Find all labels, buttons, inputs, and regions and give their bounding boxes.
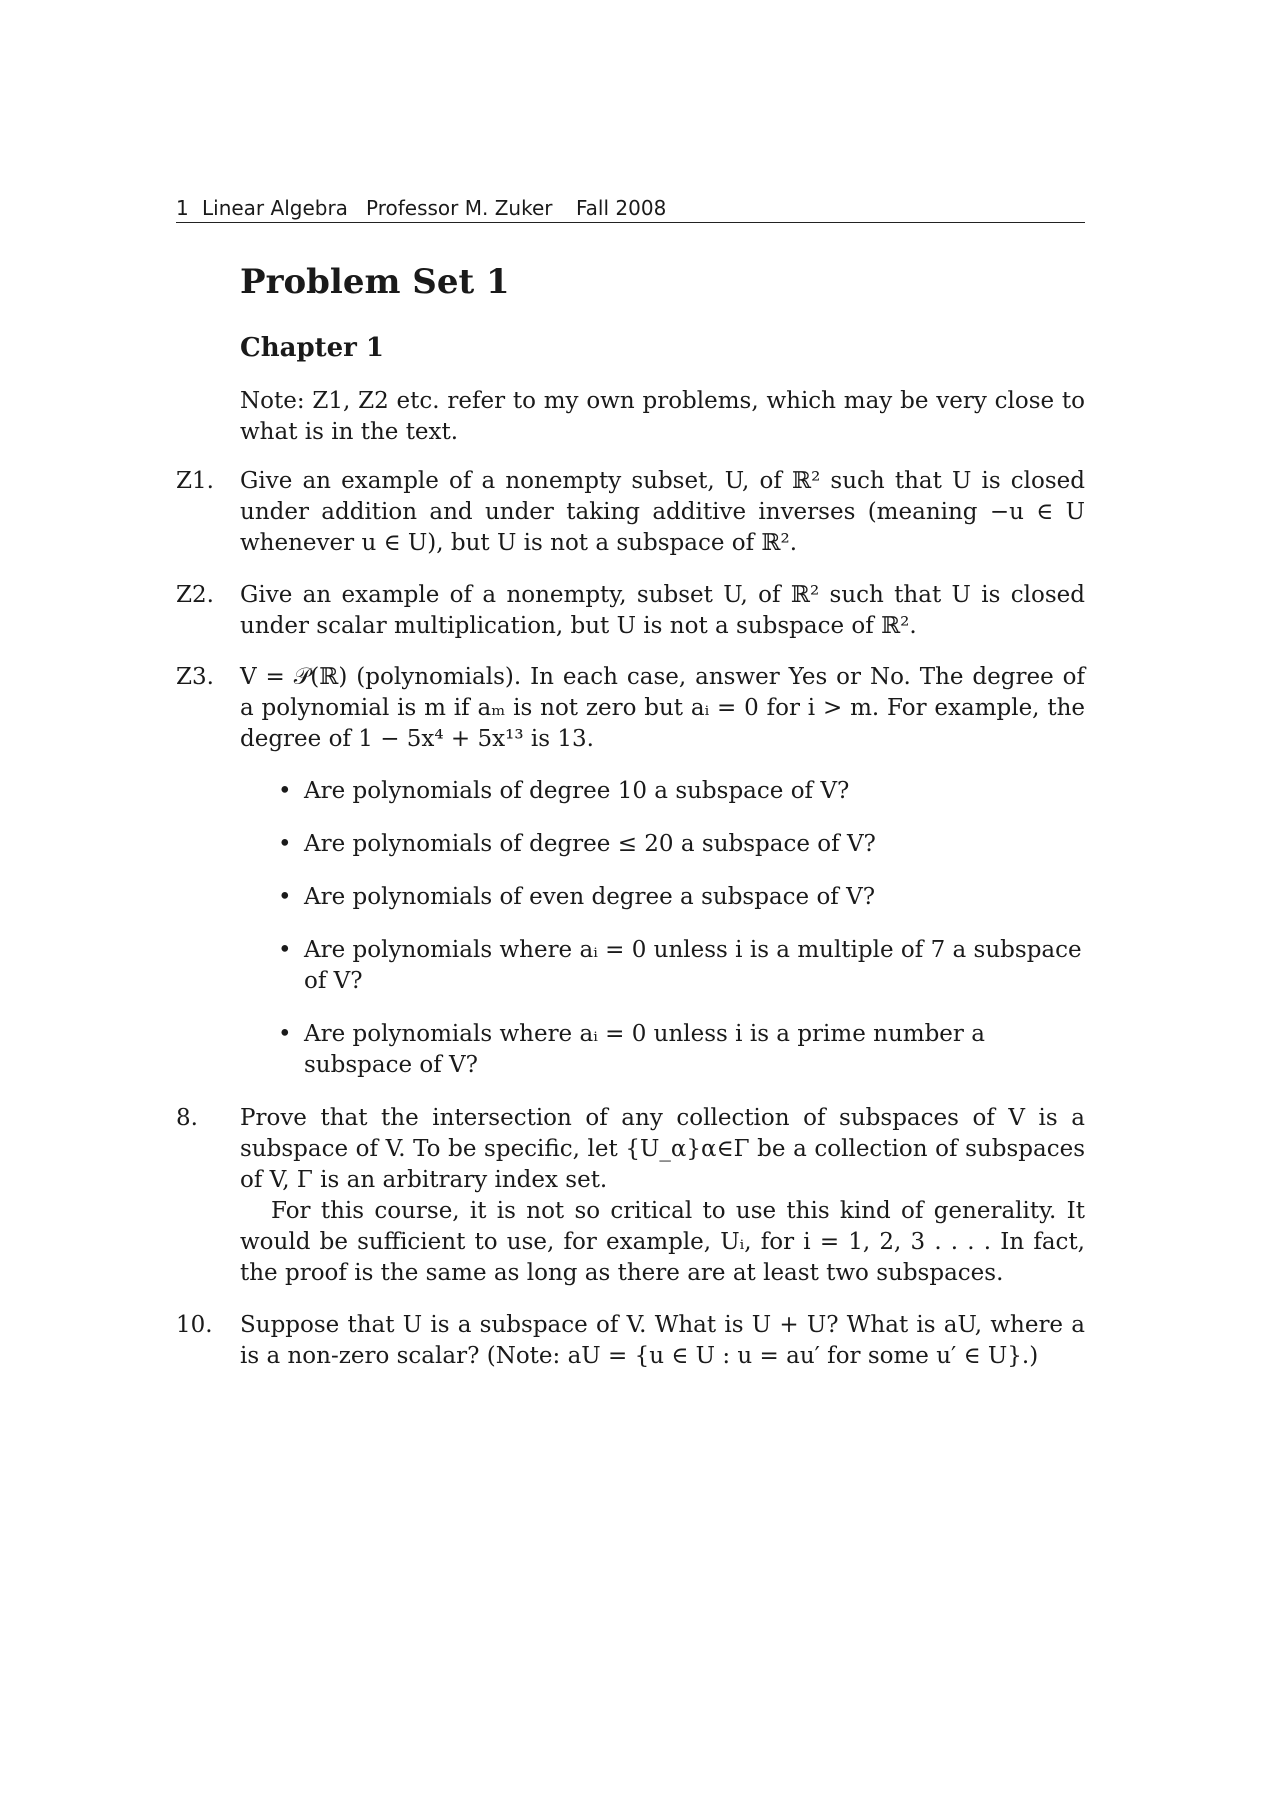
bullet-icon: • [278,778,292,804]
list-item-text: Are polynomials of even degree a subspace of V? [304,884,876,910]
list-item [278,776,1085,807]
list-item [278,1019,1085,1081]
problem-text: Give an example of a nonempty, subset U, of ℝ² such that U is closed under scalar multiplication, but U is not a subspace of ℝ². [240,582,1085,639]
list-item [278,829,1085,860]
page-title: Problem Set 1 [240,262,510,302]
list-item-text: Are polynomials where aᵢ = 0 unless i is a multiple of 7 a subspace of V? [304,937,1082,994]
bullet-icon: • [278,937,292,963]
problem-text: Suppose that U is a subspace of V. What is U + U? What is aU, where a is a non-zero scalar? (Note: aU = {u ∈ U : u = au′ for some u′ ∈ U}.) [240,1312,1085,1369]
header-chapter-number: 1 [176,196,189,220]
problem-text: Give an example of a nonempty subset, U, of ℝ² such that U is closed under addition and under taking additive inverses (meaning −u ∈ U whenever u ∈ U), but U is not a subspace of ℝ². [240,468,1085,556]
problem-number: 10. [176,1312,213,1338]
header-professor: Professor M. Zuker [366,196,553,220]
problem-text: Prove that the intersection of any collection of subspaces of V is a subspace of V. To be specific, let {U_α}α∈Γ be a collection of subspaces of V, Γ is an arbitrary index set. [240,1105,1085,1193]
running-header [176,196,1085,223]
problem-continuation: For this course, it is not so critical to use this kind of generality. It would be sufficient to use, for example, Uᵢ, for i = 1, 2, 3 . . . . In fact, the proof is the same as long as there are at least two subspaces. [240,1198,1085,1286]
note-paragraph: Note: Z1, Z2 etc. refer to my own problems, which may be very close to what is in the text. [240,388,1085,445]
header-course: Linear Algebra [202,196,348,220]
problem-number: 8. [176,1105,198,1131]
chapter-heading: Chapter 1 [240,333,385,363]
bullet-icon: • [278,1021,292,1047]
problem-number: Z2. [176,582,214,608]
list-item [278,935,1085,997]
header-term: Fall 2008 [576,196,667,220]
list-item [278,882,1085,913]
list-item-text: Are polynomials where aᵢ = 0 unless i is a prime number a subspace of V? [304,1021,985,1078]
problem-number: Z3. [176,664,214,690]
bullet-icon: • [278,831,292,857]
problem-text: V = 𝒫(ℝ) (polynomials). In each case, answer Yes or No. The degree of a polynomial is m if aₘ is not zero but aᵢ = 0 for i > m. For example, the degree of 1 − 5x⁴ + 5x¹³ is 13. [240,664,1085,752]
list-item-text: Are polynomials of degree 10 a subspace of V? [304,778,850,804]
bullet-icon: • [278,884,292,910]
problem-number: Z1. [176,468,214,494]
list-item-text: Are polynomials of degree ≤ 20 a subspace of V? [304,831,876,857]
